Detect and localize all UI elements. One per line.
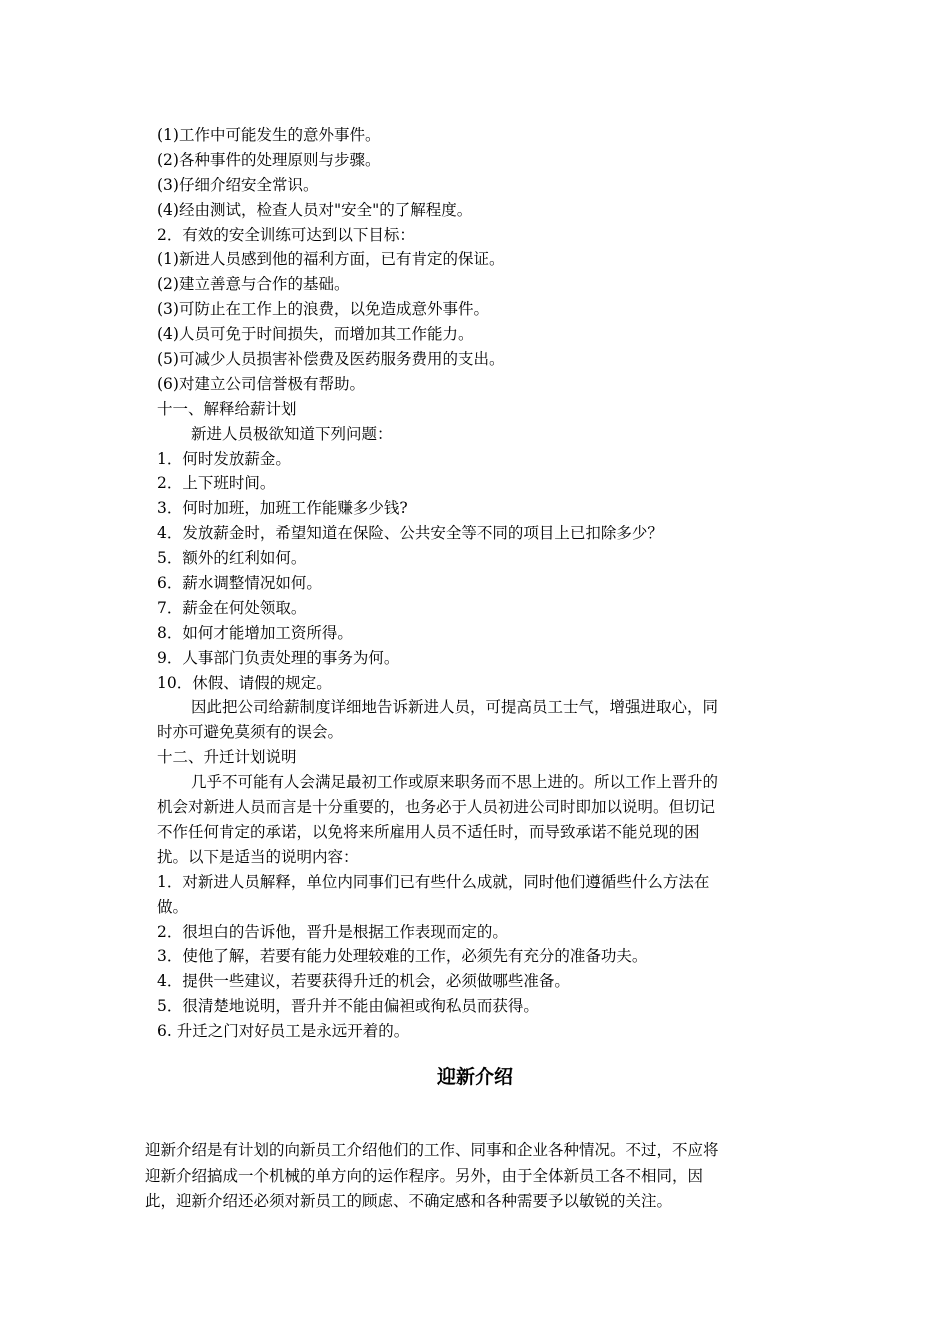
intro-line: 此，迎新介绍还必须对新员工的顾虑、不确定感和各种需要予以敏锐的关注。	[145, 1192, 673, 1211]
text-line: 1．对新进人员解释，单位内同事们已有些什么成就，同时他们遵循些什么方法在	[157, 872, 710, 891]
text-line: 6．薪水调整情况如何。	[157, 574, 322, 593]
text-line: (1)工作中可能发生的意外事件。	[157, 126, 381, 144]
text-line: 十一、解释给薪计划	[157, 399, 297, 418]
text-line: 9．人事部门负责处理的事务为何。	[157, 648, 400, 667]
text-line: (6)对建立公司信誉极有帮助。	[157, 374, 365, 393]
text-line: 5．很清楚地说明，晋升并不能由偏袒或徇私员而获得。	[157, 997, 539, 1016]
text-line: (4)人员可免于时间损失，而增加其工作能力。	[157, 325, 474, 344]
text-line: 2．很坦白的告诉他，晋升是根据工作表现而定的。	[157, 922, 508, 941]
text-line: 2．上下班时间。	[157, 474, 276, 493]
text-line: 8．如何才能增加工资所得。	[157, 623, 353, 642]
text-line: 5．额外的红利如何。	[157, 549, 307, 568]
intro-line: 迎新介绍搞成一个机械的单方向的运作程序。另外，由于全体新员工各不相同，因	[145, 1166, 704, 1185]
text-line: 3．使他了解，若要有能力处理较难的工作，必须先有充分的准备功夫。	[157, 947, 648, 966]
text-line: 2．有效的安全训练可达到以下目标：	[157, 225, 415, 244]
intro-line: 迎新介绍是有计划的向新员工介绍他们的工作、同事和企业各种情况。不过，不应将	[145, 1141, 719, 1159]
text-line: 6. 升迁之门对好员工是永远开着的。	[157, 1022, 410, 1041]
text-line: 机会对新进人员而言是十分重要的，也务必于人员初进公司时即加以说明。但切记	[157, 798, 716, 817]
text-line: 4．提供一些建议，若要获得升迁的机会，必须做哪些准备。	[157, 972, 570, 991]
text-line: 因此把公司给薪制度详细地告诉新进人员，可提高员工士气，增强进取心，同	[191, 698, 719, 717]
text-line: (1)新进人员感到他的福利方面，已有肯定的保证。	[157, 250, 505, 269]
text-line: (5)可减少人员损害补偿费及医药服务费用的支出。	[157, 350, 505, 369]
text-line: 不作任何肯定的承诺，以免将来所雇用人员不适任时，而导致承诺不能兑现的困	[157, 822, 700, 841]
text-line: 7．薪金在何处领取。	[157, 598, 307, 617]
text-line: (4)经由测试，检查人员对"安全"的了解程度。	[157, 200, 473, 219]
intro-paragraph	[145, 1138, 815, 1215]
body-text	[157, 123, 797, 1044]
text-line: 十二、升迁计划说明	[157, 748, 297, 767]
text-line: 做。	[157, 897, 189, 916]
text-line: (3)可防止在工作上的浪费，以免造成意外事件。	[157, 300, 489, 319]
text-line: 新进人员极欲知道下列问题：	[191, 424, 393, 443]
text-line: 4．发放薪金时，希望知道在保险、公共安全等不同的项目上已扣除多少？	[157, 524, 663, 543]
text-line: 时亦可避免莫须有的误会。	[157, 723, 344, 742]
text-line: 10．休假、请假的规定。	[157, 673, 332, 692]
text-line: 几乎不可能有人会满足最初工作或原来职务而不思上进的。所以工作上晋升的	[191, 773, 719, 792]
section-title: 迎新介绍	[436, 1066, 513, 1088]
text-line: 扰。以下是适当的说明内容：	[157, 847, 359, 866]
text-line: (3)仔细介绍安全常识。	[157, 175, 319, 194]
text-line: (2)建立善意与合作的基础。	[157, 275, 350, 294]
text-line: 1．何时发放薪金。	[157, 449, 291, 468]
text-line: 3．何时加班，加班工作能赚多少钱?	[157, 499, 408, 518]
text-line: (2)各种事件的处理原则与步骤。	[157, 150, 381, 169]
